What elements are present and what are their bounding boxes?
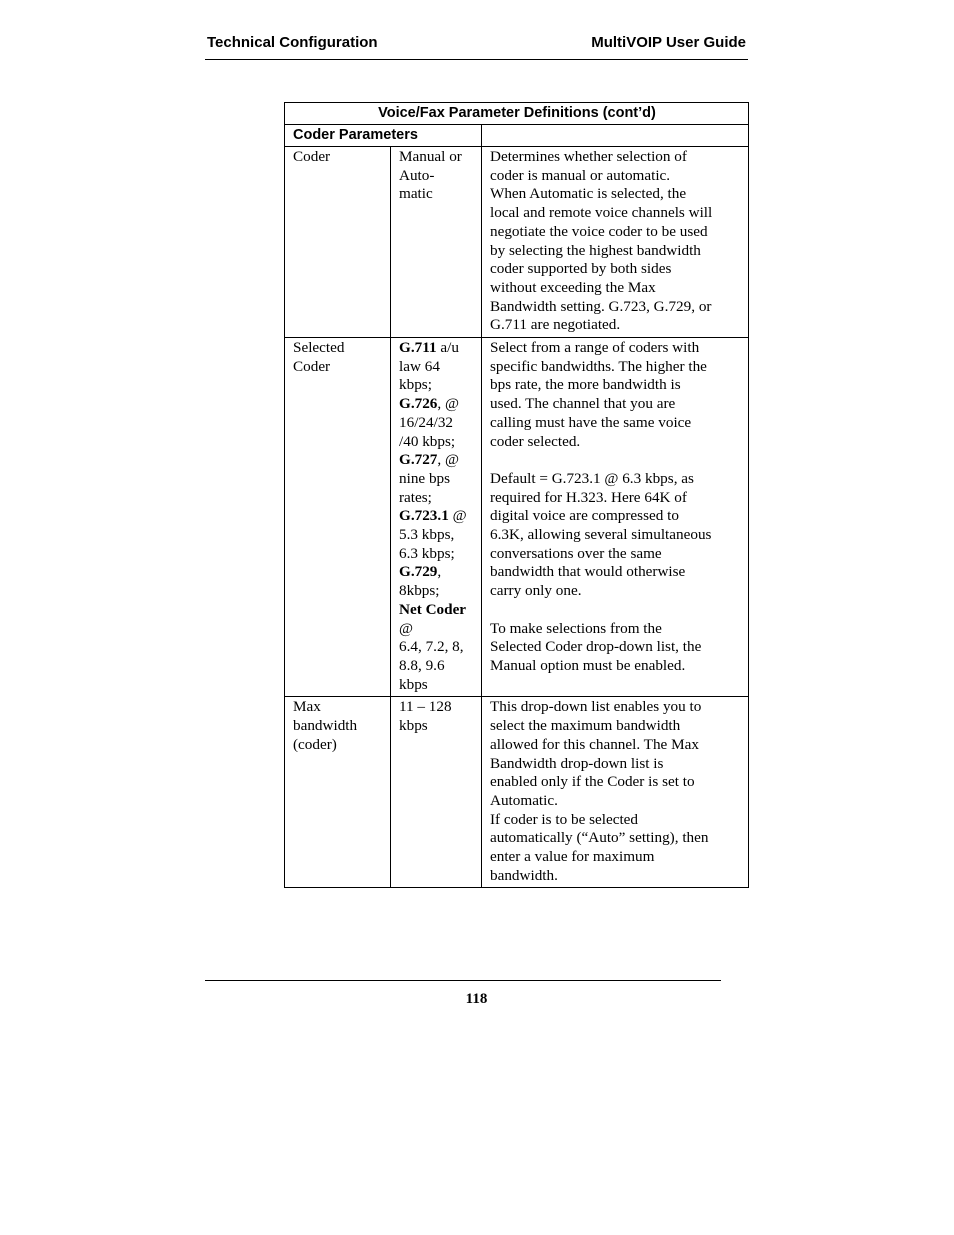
section-header: Coder Parameters xyxy=(285,125,482,147)
parameter-value-line xyxy=(399,414,474,433)
description-line: This drop-down list enables you to xyxy=(490,698,702,716)
parameter-value-line xyxy=(399,433,474,452)
section-header-row xyxy=(285,125,749,147)
parameter-description-cell xyxy=(482,338,749,697)
description-line: To make selections from the xyxy=(490,619,662,637)
description-line: used. The channel that you are xyxy=(490,395,676,413)
description-line: without exceeding the Max xyxy=(490,278,656,296)
parameter-value-line xyxy=(399,489,474,508)
parameter-value-line xyxy=(399,167,474,186)
parameter-name-line: Max xyxy=(293,698,321,716)
description-line: bandwidth. xyxy=(490,866,558,884)
parameter-value-line xyxy=(399,563,474,582)
value-text: /40 kbps; xyxy=(399,432,456,450)
parameter-value-line xyxy=(399,698,474,717)
value-text: 8.8, 9.6 xyxy=(399,656,445,674)
coder-name: G.726 xyxy=(399,395,438,413)
value-text: Auto- xyxy=(399,166,435,184)
header-section-title: Technical Configuration xyxy=(207,34,378,51)
description-line: coder supported by both sides xyxy=(490,260,672,278)
parameter-name-cell xyxy=(285,338,391,697)
parameter-value-line xyxy=(399,507,474,526)
description-line: digital voice are compressed to xyxy=(490,507,679,525)
parameter-value-line xyxy=(399,717,474,736)
footer-rule xyxy=(205,980,721,981)
value-text: nine bps xyxy=(399,469,451,487)
value-text: , xyxy=(437,563,442,581)
parameter-value-cell xyxy=(391,697,482,888)
description-line: Manual option must be enabled. xyxy=(490,656,686,674)
parameter-value-line xyxy=(399,657,474,676)
value-text: Manual or xyxy=(399,148,462,165)
parameter-value-line xyxy=(399,676,474,695)
parameter-value-line xyxy=(399,620,474,639)
parameter-value-line xyxy=(399,526,474,545)
description-line: automatically (“Auto” setting), then xyxy=(490,829,709,847)
coder-name: G.727 xyxy=(399,451,438,469)
description-line: local and remote voice channels will xyxy=(490,204,713,222)
paragraph-gap xyxy=(490,601,741,620)
parameter-name-line: Coder xyxy=(293,357,331,375)
parameter-value-line xyxy=(399,545,474,564)
description-line: coder selected. xyxy=(490,432,581,450)
value-text: @ xyxy=(448,507,467,525)
coder-name: G.723.1 xyxy=(399,507,449,525)
coder-name: G.711 xyxy=(399,339,437,357)
parameter-value-line xyxy=(399,470,474,489)
parameter-value-line xyxy=(399,601,474,620)
paragraph-gap xyxy=(490,451,741,470)
description-line: Select from a range of coders with xyxy=(490,339,700,357)
description-line: enter a value for maximum xyxy=(490,848,655,866)
description-line: Automatic. xyxy=(490,791,558,809)
table-row xyxy=(285,147,749,338)
parameter-name-line: Selected xyxy=(293,339,345,357)
value-text: 6.4, 7.2, 8, xyxy=(399,638,464,656)
description-line: conversations over the same xyxy=(490,544,662,562)
parameter-name-line: Coder xyxy=(293,148,331,165)
section-header-empty-cell xyxy=(482,125,749,147)
parameter-name-cell xyxy=(285,697,391,888)
parameter-value-line xyxy=(399,148,474,167)
description-line: carry only one. xyxy=(490,582,582,600)
description-line: bps rate, the more bandwidth is xyxy=(490,376,681,394)
description-line: Default = G.723.1 @ 6.3 kbps, as xyxy=(490,469,694,487)
description-line: negotiate the voice coder to be used xyxy=(490,222,708,240)
parameter-name-line: (coder) xyxy=(293,735,337,753)
description-line: G.711 are negotiated. xyxy=(490,316,621,334)
table-row xyxy=(285,697,749,888)
parameter-name-cell xyxy=(285,147,391,338)
value-text: 8kbps; xyxy=(399,582,440,600)
value-text: 11 – 128 xyxy=(399,698,452,716)
value-text: kbps; xyxy=(399,376,432,394)
description-line: select the maximum bandwidth xyxy=(490,717,681,735)
parameter-value-line xyxy=(399,582,474,601)
description-line: allowed for this channel. The Max xyxy=(490,735,699,753)
description-line: specific bandwidths. The higher the xyxy=(490,357,707,375)
table-title-row xyxy=(285,103,749,125)
parameter-value-cell xyxy=(391,147,482,338)
parameter-description-cell xyxy=(482,697,749,888)
description-line: bandwidth that would otherwise xyxy=(490,563,686,581)
coder-name: Net Coder xyxy=(399,600,467,618)
value-text: , @ xyxy=(437,395,459,413)
description-line: Bandwidth drop-down list is xyxy=(490,754,664,772)
description-line: When Automatic is selected, the xyxy=(490,185,687,203)
description-line: calling must have the same voice xyxy=(490,413,692,431)
parameter-value-line xyxy=(399,638,474,657)
value-text: kbps xyxy=(399,717,428,735)
description-line: Determines whether selection of xyxy=(490,148,687,165)
description-line: by selecting the highest bandwidth xyxy=(490,241,701,259)
description-line: enabled only if the Coder is set to xyxy=(490,773,695,791)
value-text: kbps xyxy=(399,675,428,693)
value-text: @ xyxy=(399,619,413,637)
value-text: rates; xyxy=(399,488,432,506)
table-title: Voice/Fax Parameter Definitions (cont’d) xyxy=(285,103,749,125)
description-line: coder is manual or automatic. xyxy=(490,166,671,184)
description-line: required for H.323. Here 64K of xyxy=(490,488,687,506)
parameter-definitions-table xyxy=(284,102,749,888)
parameter-value-line xyxy=(399,339,474,358)
parameter-value-line xyxy=(399,358,474,377)
coder-name: G.729 xyxy=(399,563,438,581)
parameter-value-cell xyxy=(391,338,482,697)
value-text: 6.3 kbps; xyxy=(399,544,455,562)
description-line: Bandwidth setting. G.723, G.729, or xyxy=(490,297,712,315)
table-body xyxy=(285,103,749,888)
value-text: law 64 xyxy=(399,357,440,375)
parameter-value-line xyxy=(399,185,474,204)
value-text: , @ xyxy=(437,451,459,469)
parameter-value-line xyxy=(399,395,474,414)
parameter-name-line: bandwidth xyxy=(293,717,358,735)
description-line: If coder is to be selected xyxy=(490,810,639,828)
parameter-value-line xyxy=(399,376,474,395)
table-row xyxy=(285,338,749,697)
description-line: 6.3K, allowing several simultaneous xyxy=(490,526,712,544)
value-text: a/u xyxy=(436,339,459,357)
value-text: matic xyxy=(399,185,433,203)
value-text: 16/24/32 xyxy=(399,413,454,431)
description-line: Selected Coder drop-down list, the xyxy=(490,638,702,656)
page-header xyxy=(205,33,748,60)
parameter-value-line xyxy=(399,451,474,470)
header-guide-title: MultiVOIP User Guide xyxy=(591,34,746,51)
page-number: 118 xyxy=(465,991,488,1007)
value-text: 5.3 kbps, xyxy=(399,526,455,544)
parameter-description-cell xyxy=(482,147,749,338)
